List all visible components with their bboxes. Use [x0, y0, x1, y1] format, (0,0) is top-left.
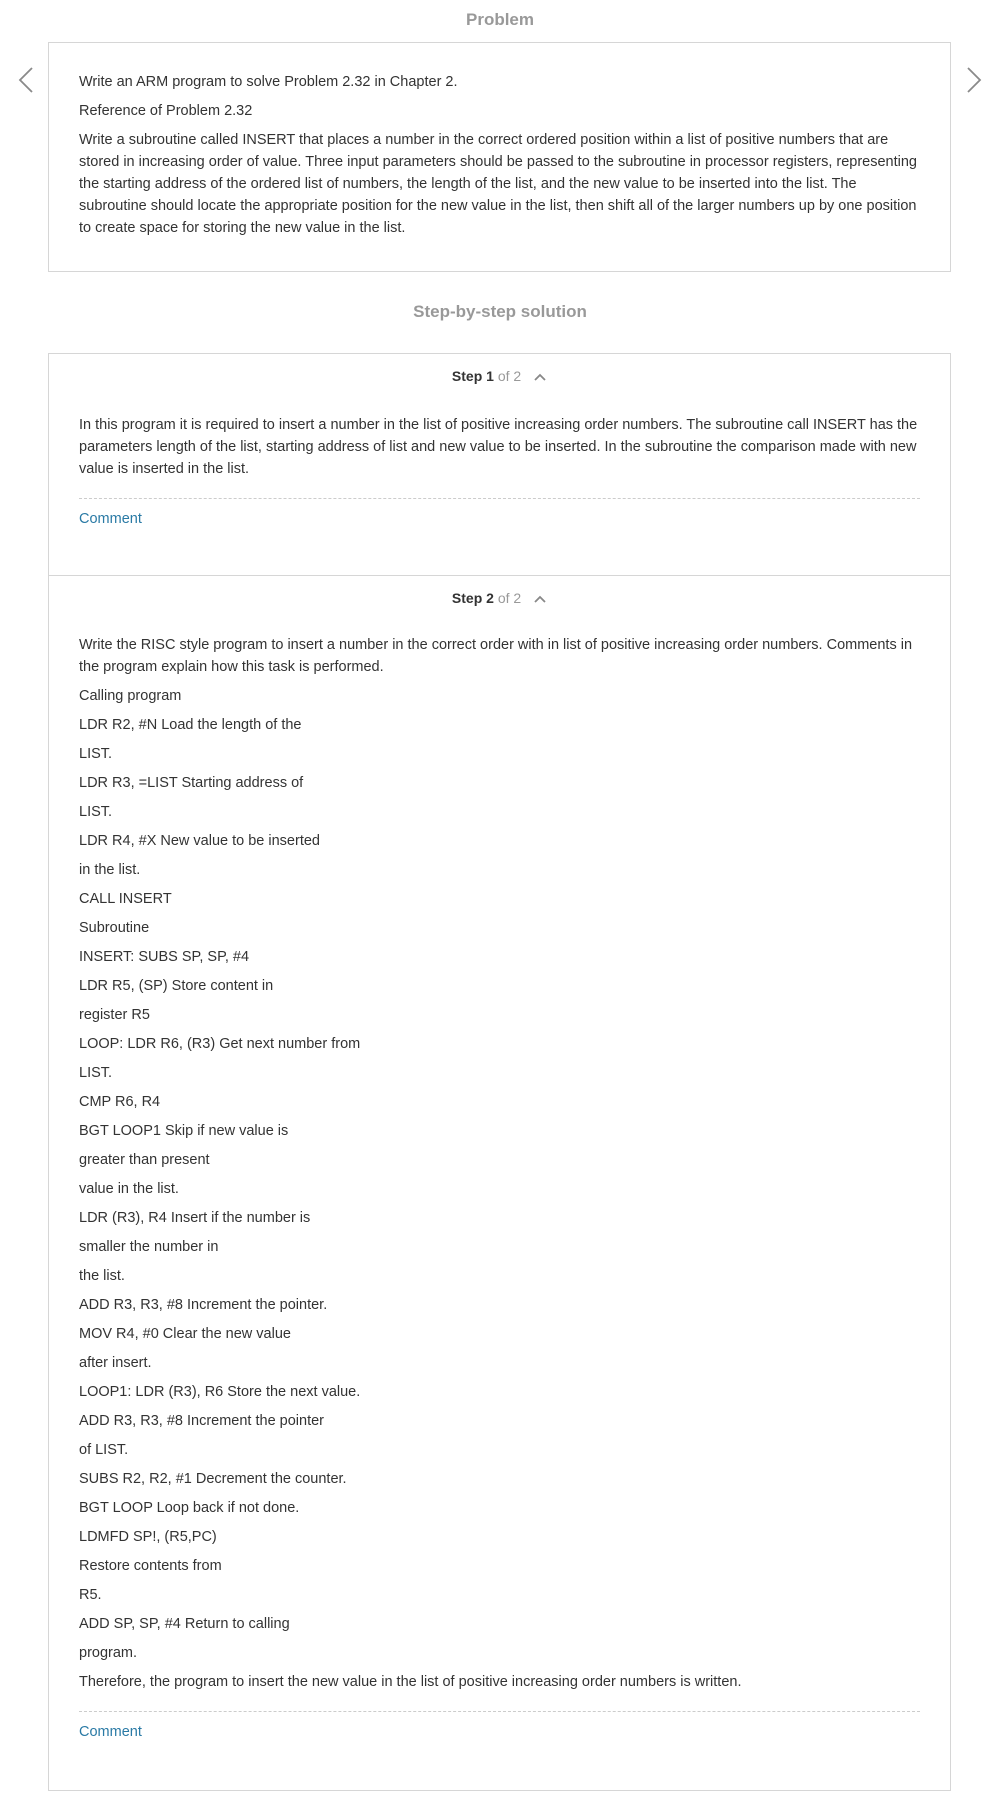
step-text: In this program it is required to insert a number in the list of positive increasing order numbers. The subroutine call INSERT has the parameters length of the list, starting address of list and new value to be inserted. In the subroutine the comparison made with new value is inserted in the list. [79, 417, 918, 477]
chevron-right-icon [960, 60, 988, 100]
step-text: LDR (R3), R4 Insert if the number is [79, 1210, 311, 1226]
step-text: Restore contents from [79, 1558, 222, 1574]
step-text: LOOP1: LDR (R3), R6 Store the next value. [79, 1384, 361, 1400]
comment-link[interactable]: Comment [79, 1724, 142, 1740]
comment-link[interactable]: Comment [79, 511, 142, 527]
step-text: Subroutine [79, 920, 150, 936]
step-text: smaller the number in [79, 1239, 219, 1255]
step-text: LOOP: LDR R6, (R3) Get next number from [79, 1036, 361, 1052]
collapse-step-button[interactable] [533, 369, 547, 385]
step-text: greater than present [79, 1152, 210, 1168]
step-text: after insert. [79, 1355, 152, 1371]
step-text: LDR R4, #X New value to be inserted [79, 833, 320, 849]
step-text: BGT LOOP Loop back if not done. [79, 1500, 300, 1516]
step-text: the list. [79, 1268, 125, 1284]
step-text: LIST. [79, 1065, 113, 1081]
step-text: SUBS R2, R2, #1 Decrement the counter. [79, 1471, 347, 1487]
problem-card [48, 42, 951, 272]
divider [79, 498, 920, 499]
step-2 [49, 576, 950, 1741]
problem-text: Write a subroutine called INSERT that places a number in the correct ordered position within a list of positive numbers that are stored in increasing order of value. Three input parameters should be passed to the subroutine in processor registers, representing the starting address of the ordered list of numbers, the length of the list, and the new value to be inserted into the list. The subroutine should locate the appropriate position for the new value in the list, then shift all of the larger numbers up by one position to create space for storing the new value in the list. [79, 132, 917, 236]
step-text: LDR R2, #N Load the length of the [79, 717, 302, 733]
step-count: of 2 [497, 590, 522, 606]
step-text: BGT LOOP1 Skip if new value is [79, 1123, 289, 1139]
step-text: LDMFD SP!, (R5,PC) [79, 1529, 217, 1545]
step-text: LIST. [79, 746, 113, 762]
step-text: LDR R5, (SP) Store content in [79, 978, 274, 994]
collapse-step-button[interactable] [533, 591, 547, 607]
step-text: program. [79, 1645, 138, 1661]
step-text: MOV R4, #0 Clear the new value [79, 1326, 291, 1342]
problem-text: Write an ARM program to solve Problem 2.32 in Chapter 2. [79, 74, 458, 90]
chevron-left-icon [12, 60, 40, 100]
step-text: value in the list. [79, 1181, 179, 1197]
previous-button[interactable] [12, 60, 40, 100]
next-button[interactable] [960, 60, 988, 100]
step-text: in the list. [79, 862, 141, 878]
step-label: Step 1 [451, 368, 494, 384]
step-text: LIST. [79, 804, 113, 820]
step-1 [49, 354, 950, 576]
step-text: CALL INSERT [79, 891, 172, 907]
steps-card [48, 353, 951, 1791]
step-header [79, 576, 920, 612]
step-text: ADD R3, R3, #8 Increment the pointer [79, 1413, 325, 1429]
step-count: of 2 [497, 368, 522, 384]
step-text: ADD SP, SP, #4 Return to calling [79, 1616, 290, 1632]
step-text: R5. [79, 1587, 102, 1603]
problem-text: Reference of Problem 2.32 [79, 103, 253, 119]
step-label: Step 2 [451, 590, 494, 606]
step-text: CMP R6, R4 [79, 1094, 161, 1110]
problem-section-title: Problem [465, 10, 535, 29]
step-text: INSERT: SUBS SP, SP, #4 [79, 949, 250, 965]
step-body [79, 634, 920, 1693]
step-text: Therefore, the program to insert the new value in the list of positive increasing order numbers is written. [79, 1674, 742, 1690]
divider [79, 1711, 920, 1712]
step-text: Write the RISC style program to insert a number in the correct order with in list of positive increasing order numbers. Comments in the program explain how this task is performed. [79, 637, 913, 675]
step-text: ADD R3, R3, #8 Increment the pointer. [79, 1297, 328, 1313]
solution-section-title: Step-by-step solution [413, 302, 587, 321]
chevron-up-icon [533, 372, 547, 382]
step-header [79, 354, 920, 390]
step-text: of LIST. [79, 1442, 129, 1458]
step-text: register R5 [79, 1007, 150, 1023]
chevron-up-icon [533, 594, 547, 604]
step-text: LDR R3, =LIST Starting address of [79, 775, 304, 791]
step-text: Calling program [79, 688, 182, 704]
step-body [79, 414, 920, 480]
